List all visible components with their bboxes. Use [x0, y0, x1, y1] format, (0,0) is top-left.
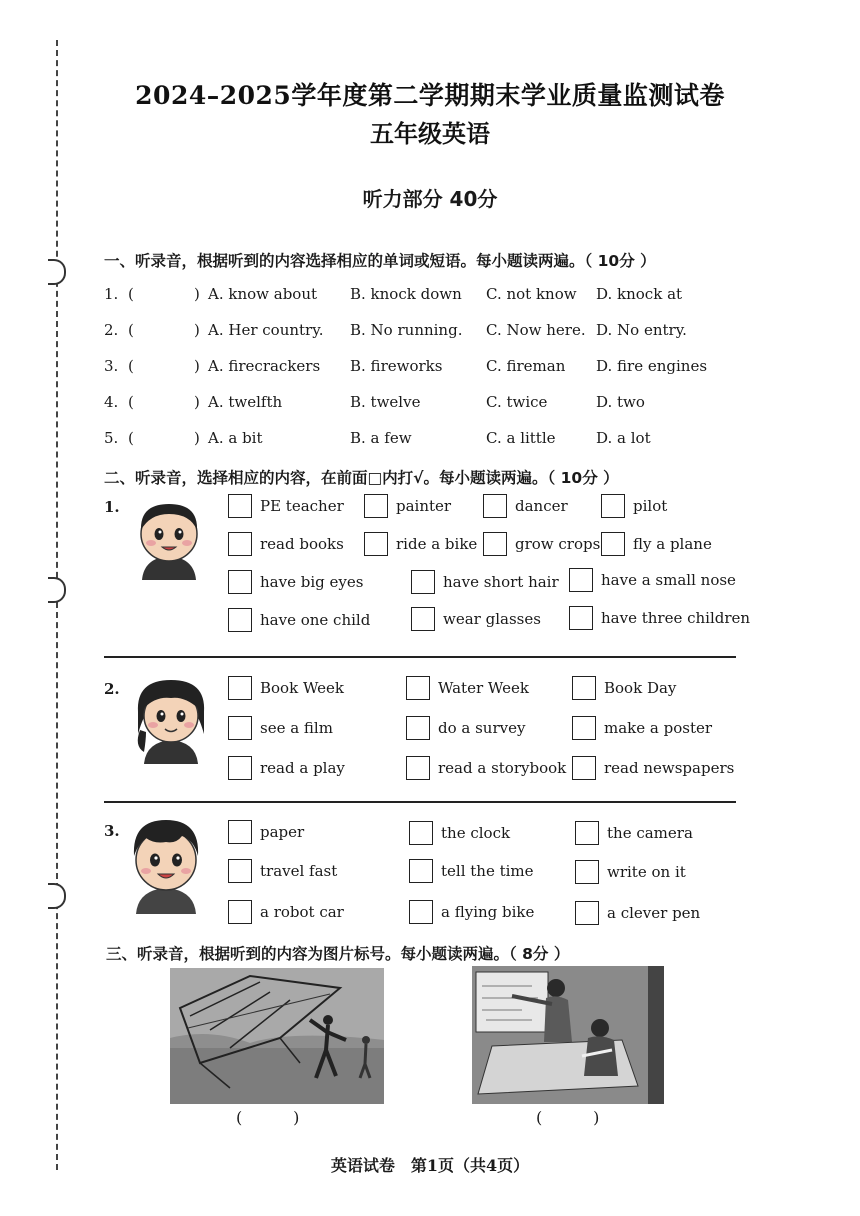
checkbox-option[interactable] — [572, 674, 676, 702]
checkbox[interactable] — [406, 716, 430, 740]
option-label: have big eyes — [260, 573, 364, 591]
checkbox-option[interactable] — [575, 899, 700, 927]
answer-paren-left[interactable]: ( — [128, 357, 134, 375]
checkbox[interactable] — [575, 821, 599, 845]
option-c: C. a little — [486, 429, 556, 447]
question-number: 2. — [104, 321, 119, 339]
checkbox[interactable] — [411, 570, 435, 594]
checkbox[interactable] — [409, 900, 433, 924]
option-label: grow crops — [515, 535, 601, 553]
checkbox[interactable] — [483, 494, 507, 518]
checkbox-option[interactable] — [601, 492, 667, 520]
option-a: A. twelfth — [208, 393, 283, 411]
checkbox[interactable] — [569, 606, 593, 630]
option-d: D. No entry. — [596, 321, 687, 339]
binding-hole-icon — [48, 259, 66, 285]
checkbox-option[interactable] — [364, 492, 451, 520]
option-label: dancer — [515, 497, 568, 515]
checkbox-option[interactable] — [572, 714, 712, 742]
checkbox[interactable] — [409, 821, 433, 845]
option-a: A. firecrackers — [208, 357, 321, 375]
checkbox-option[interactable] — [569, 566, 736, 594]
option-label: have short hair — [443, 573, 559, 591]
divider — [104, 801, 736, 803]
checkbox-option[interactable] — [409, 857, 534, 885]
checkbox[interactable] — [406, 676, 430, 700]
classroom-photo — [472, 966, 664, 1104]
checkbox-option[interactable] — [411, 568, 559, 596]
item-number: 3. — [104, 822, 120, 840]
checkbox-option[interactable] — [409, 819, 510, 847]
checkbox[interactable] — [228, 716, 252, 740]
checkbox[interactable] — [601, 532, 625, 556]
option-label: a clever pen — [607, 904, 701, 922]
checkbox[interactable] — [228, 756, 252, 780]
checkbox-option[interactable] — [228, 530, 344, 558]
answer-paren-right: ) — [194, 429, 200, 447]
checkbox-option[interactable] — [572, 754, 734, 782]
checkbox[interactable] — [228, 570, 252, 594]
option-label: the clock — [441, 824, 511, 842]
binding-hole-icon — [48, 577, 66, 603]
boy-face-icon — [134, 496, 204, 580]
option-c: C. Now here. — [486, 321, 586, 339]
answer-paren-right: ) — [194, 393, 200, 411]
answer-paren-right: ) — [194, 321, 200, 339]
picture-answer-blank[interactable]: ( ) — [536, 1108, 600, 1127]
section-2-heading: 二、听录音，选择相应的内容，在前面□内打√。每小题读两遍。（ 10分 ） — [104, 469, 619, 487]
checkbox-option[interactable] — [228, 492, 344, 520]
checkbox-option[interactable] — [406, 714, 525, 742]
checkbox[interactable] — [364, 532, 388, 556]
checkbox[interactable] — [575, 860, 599, 884]
option-a: A. Her country. — [208, 321, 324, 339]
option-b: B. knock down — [350, 285, 462, 303]
exam-subtitle: 五年级英语 — [370, 119, 490, 148]
answer-paren-left[interactable]: ( — [128, 321, 134, 339]
checkbox[interactable] — [228, 676, 252, 700]
checkbox[interactable] — [364, 494, 388, 518]
option-d: D. fire engines — [596, 357, 708, 375]
option-label: a robot car — [260, 903, 344, 921]
checkbox-option[interactable] — [228, 857, 337, 885]
option-c: C. fireman — [486, 357, 566, 375]
checkbox-option[interactable] — [406, 674, 529, 702]
option-b: B. a few — [350, 429, 412, 447]
option-label: ride a bike — [396, 535, 478, 553]
option-label: a flying bike — [441, 903, 535, 921]
checkbox-option[interactable] — [601, 530, 712, 558]
checkbox[interactable] — [572, 756, 596, 780]
option-label: tell the time — [441, 862, 534, 880]
checkbox-option[interactable] — [228, 754, 345, 782]
option-d: D. two — [596, 393, 645, 411]
checkbox-option[interactable] — [411, 605, 541, 633]
option-label: have a small nose — [601, 571, 736, 589]
option-label: read books — [260, 535, 344, 553]
checkbox-option[interactable] — [228, 898, 344, 926]
binding-hole-icon — [48, 883, 66, 909]
option-label: write on it — [607, 863, 686, 881]
checkbox-option[interactable] — [228, 818, 304, 846]
section-1-heading: 一、听录音，根据听到的内容选择相应的单词或短语。每小题读两遍。（ 10分 ） — [104, 252, 656, 270]
checkbox-option[interactable] — [575, 858, 686, 886]
question-number: 4. — [104, 393, 119, 411]
option-label: the camera — [607, 824, 693, 842]
option-a: A. a bit — [208, 429, 263, 447]
girl-face-icon — [134, 676, 208, 764]
option-b: B. twelve — [350, 393, 421, 411]
option-b: B. fireworks — [350, 357, 443, 375]
checkbox[interactable] — [228, 608, 252, 632]
answer-paren-right: ) — [194, 285, 200, 303]
answer-paren-left[interactable]: ( — [128, 285, 134, 303]
option-label: painter — [396, 497, 452, 515]
question-number: 3. — [104, 357, 119, 375]
item-number: 2. — [104, 680, 120, 698]
checkbox-option[interactable] — [483, 530, 600, 558]
option-label: travel fast — [260, 862, 338, 880]
boy-face-icon — [128, 814, 204, 914]
checkbox[interactable] — [569, 568, 593, 592]
option-label: PE teacher — [260, 497, 344, 515]
checkbox-option[interactable] — [406, 754, 566, 782]
part-title: 听力部分 40分 — [362, 187, 498, 211]
answer-paren-left[interactable]: ( — [128, 393, 134, 411]
checkbox-option[interactable] — [228, 606, 370, 634]
checkbox[interactable] — [228, 900, 252, 924]
option-a: A. know about — [208, 285, 318, 303]
checkbox[interactable] — [409, 859, 433, 883]
answer-paren-left[interactable]: ( — [128, 429, 134, 447]
checkbox-option[interactable] — [409, 898, 534, 926]
option-label: wear glasses — [443, 610, 541, 628]
checkbox[interactable] — [601, 494, 625, 518]
exam-title: 2024–2025学年度第二学期期末学业质量监测试卷 — [135, 81, 725, 110]
picture-answer-blank[interactable]: ( ) — [236, 1108, 300, 1127]
glider-photo — [170, 968, 384, 1104]
checkbox-option[interactable] — [569, 604, 750, 632]
section-3-heading: 三、听录音，根据听到的内容为图片标号。每小题读两遍。（ 8分 ） — [106, 945, 570, 963]
option-label: have one child — [260, 611, 371, 629]
option-b: B. No running. — [350, 321, 463, 339]
option-label: read newspapers — [604, 759, 735, 777]
option-label: Book Day — [604, 679, 677, 697]
option-label: do a survey — [438, 719, 526, 737]
option-d: D. knock at — [596, 285, 683, 303]
option-label: pilot — [633, 497, 668, 515]
question-number: 5. — [104, 429, 119, 447]
checkbox[interactable] — [228, 859, 252, 883]
checkbox-option[interactable] — [228, 568, 363, 596]
checkbox-option[interactable] — [228, 674, 344, 702]
checkbox[interactable] — [228, 494, 252, 518]
checkbox[interactable] — [411, 607, 435, 631]
checkbox[interactable] — [228, 820, 252, 844]
option-label: see a film — [260, 719, 333, 737]
checkbox-option[interactable] — [575, 819, 693, 847]
item-number: 1. — [104, 498, 120, 516]
answer-paren-right: ) — [194, 357, 200, 375]
option-label: have three children — [601, 609, 751, 627]
checkbox-option[interactable] — [483, 492, 568, 520]
checkbox-option[interactable] — [228, 714, 333, 742]
checkbox[interactable] — [575, 901, 599, 925]
option-label: read a storybook — [438, 759, 567, 777]
option-label: fly a plane — [633, 535, 712, 553]
checkbox[interactable] — [572, 676, 596, 700]
option-c: C. not know — [486, 285, 577, 303]
option-label: make a poster — [604, 719, 713, 737]
page-footer: 英语试卷 第1页（共4页） — [330, 1156, 530, 1175]
checkbox[interactable] — [228, 532, 252, 556]
checkbox[interactable] — [483, 532, 507, 556]
option-c: C. twice — [486, 393, 548, 411]
option-label: Water Week — [438, 679, 529, 697]
option-label: read a play — [260, 759, 345, 777]
checkbox[interactable] — [572, 716, 596, 740]
option-label: Book Week — [260, 679, 344, 697]
question-number: 1. — [104, 285, 119, 303]
option-label: paper — [260, 823, 305, 841]
checkbox-option[interactable] — [364, 530, 477, 558]
option-d: D. a lot — [596, 429, 651, 447]
checkbox[interactable] — [406, 756, 430, 780]
divider — [104, 656, 736, 658]
